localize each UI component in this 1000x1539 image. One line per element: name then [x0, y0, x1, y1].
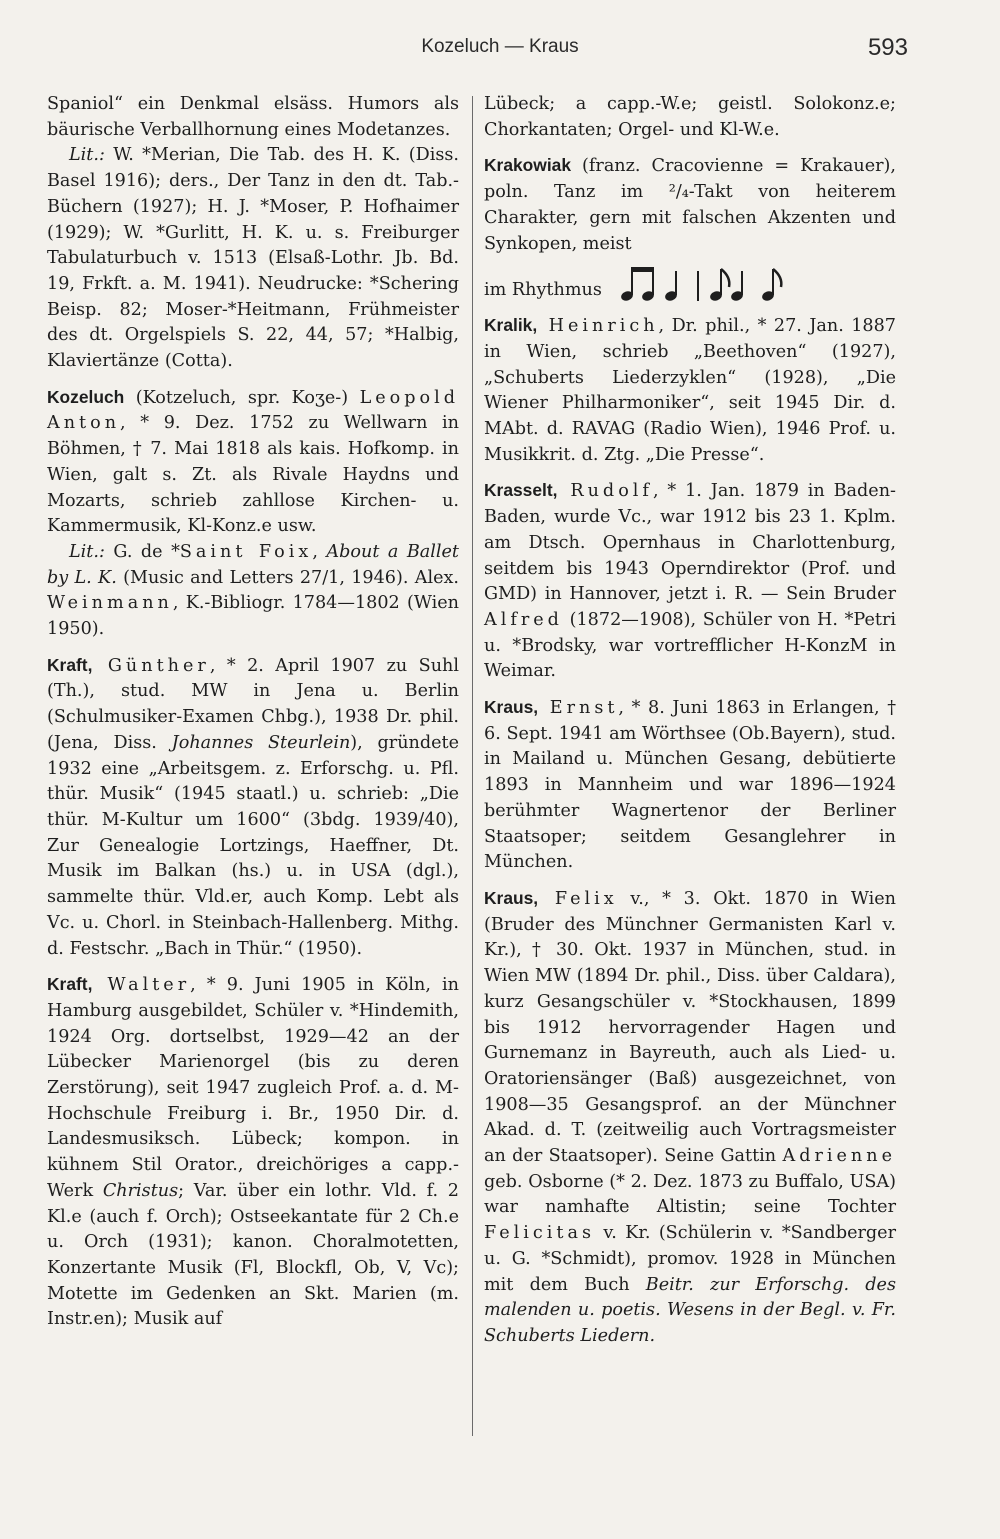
- page-number: 593: [867, 34, 908, 61]
- entry-text: Krasselt, Rudolf, * 1. Jan. 1879 in Baden-Baden, wurde Vc., war 1912 bis 23 1. Kplm. am Dtsch. Opernhaus in Charlottenburg, seitdem bis 1943 Operndirektor (Prof. und GMD) in Hannover, jetzt i. R. — Sein Bruder Alfred (1872—1908), Schüler von H. *Petri u. *Brodsky, war vortrefflicher H-KonzM in Weimar.: [484, 480, 896, 682]
- person-name: Alfred: [484, 609, 563, 630]
- entry-krakowiak: [484, 153, 896, 303]
- person-name: Adrienne: [782, 1146, 896, 1167]
- work-title: Christus: [102, 1180, 179, 1201]
- column-divider: [472, 96, 473, 1436]
- headword: Kralik,: [484, 315, 538, 336]
- entry-continuation-left: [47, 92, 459, 375]
- entry-kozeluch: [47, 385, 459, 643]
- headword: Krasselt,: [484, 480, 558, 501]
- person-name: Felix: [538, 888, 618, 909]
- person-name: Günther: [92, 655, 210, 676]
- right-column: [484, 92, 896, 1360]
- entry-text: Kraft, Walter, * 9. Juni 1905 in Köln, in Hamburg ausgebildet, Schüler v. *Hindemith, 1924 Org. dortselbst, 1929—42 an der Lübecker Marienorgel (bis zu deren Zerstörung), seit 1947 zugleich Prof. a. d. M-Hochschule Freiburg i. Br., 1950 Dir. d. Landesmusiksch. Lübeck; kompon. in kühnem Stil Orator., dreichöriges a capp.-Werk Christus; Var. über ein lothr. Vld. f. 2 Kl.e (auch f. Orch); Ostseekantate für 2 Ch.e u. Orch (1931); kanon. Choralmotetten, Konzertante Musik (Fl, Blockfl, Ob, V, Vc); Motette im Gedenken an Skt. Marien (m. Instr.en); Musik auf: [47, 974, 459, 1330]
- page-header: [0, 34, 1000, 68]
- entry-text: Krakowiak (franz. Cracovienne = Krakauer), poln. Tanz im ²/₄-Takt von heiterem Charakter, gern mit falschen Akzenten und Synkopen, meist: [484, 155, 896, 254]
- entry-continuation-right: [484, 92, 896, 143]
- literature: Lit.: G. de *Saint Foix, About a Ballet by L. K. (Music and Letters 27/1, 1946). Alex. Weinmann, K.-Bibliogr. 1784—1802 (Wien 1950).: [47, 541, 460, 640]
- rhythm-label: im Rhythmus: [484, 279, 602, 300]
- person-name: Leopold Anton: [47, 387, 459, 434]
- headword: Kozeluch: [47, 386, 125, 407]
- headword: Kraft,: [47, 974, 93, 995]
- person-name: Rudolf: [557, 481, 653, 502]
- entry-text: Spaniol“ ein Denkmal elsäss. Humors als bäurische Verballhornung eines Modetanzes.: [47, 94, 459, 140]
- running-head: Kozeluch — Kraus: [421, 36, 579, 57]
- person-name: Ernst: [538, 698, 619, 719]
- person-name: Walter: [92, 975, 191, 996]
- entry-kraft-walter: [47, 972, 459, 1333]
- person-name: Felicitas: [484, 1223, 595, 1244]
- headword: Kraus,: [484, 697, 539, 718]
- entry-text: Kralik, Heinrich, Dr. phil., * 27. Jan. 1887 in Wien, schrieb „Beethoven“ (1927), „Schuberts Liederzyklen“ (1928), „Die Wiener Philharmoniker“, seit 1945 Dir. d. MAbt. d. RAVAG (Radio Wien), 1946 Prof. u. Musikkrit. d. Ztg. „Die Presse“.: [484, 315, 896, 465]
- entry-text: Lübeck; a capp.-W.e; geistl. Solokonz.e; Chorkantaten; Orgel- und Kl-W.e.: [484, 94, 896, 140]
- entry-text: Kraus, Felix v., * 3. Okt. 1870 in Wien (Bruder des Münchner Germanisten Karl v. Kr.), † 30. Okt. 1937 in München, stud. in Wien MW (1894 Dr. phil., Diss. über Caldara), kurz Gesangschüler v. *Stockhausen, 1899 bis 1912 hervorragender Hagen und Gurnemanz in Bayreuth, auch als Lied- u. Oratoriensänger (Baß) ausgezeichnet, von 1908—35 Gesangsprof. an der Münchner Akad. d. T. (zeitweilig auch Vortragsmeister an der Staatsoper). Seine Gattin Adrienne geb. Osborne (* 2. Dez. 1873 zu Buffalo, USA) war namhafte Altistin; seine Tochter Felicitas v. Kr. (Schülerin v. *Sandberger u. G. *Schmidt), promov. 1928 in München mit dem Buch Beitr. zur Erforschg. des malenden u. poetis. Wesens in der Begl. v. Fr. Schuberts Liedern.: [484, 887, 896, 1346]
- headword: Krakowiak: [484, 155, 571, 176]
- entry-kraft-guenther: [47, 653, 459, 962]
- left-column: [47, 92, 459, 1343]
- headword: Kraft,: [47, 654, 93, 675]
- entry-krasselt: [484, 478, 896, 685]
- entry-kraus-ernst: [484, 695, 896, 876]
- entry-text: Kraft, Günther, * 2. April 1907 zu Suhl (Th.), stud. MW in Jena u. Berlin (Schulmusiker-Examen Chbg.), 1938 Dr. phil. (Jena, Diss. Johannes Steurlein), gründete 1932 eine „Arbeitsgem. z. Erforschg. u. Pfl. thür. Musik“ (1945 staatl.) u. schrieb: „Die thür. M-Kultur um 1600“ (3bdg. 1939/40), Zur Genealogie Lortzings, Haeffner, Dt. Musik im Balkan (hs.) u. in USA (dgl.), sammelte thür. Vld.er, auch Komp. Lebt als Vc. u. Chorl. in Steinbach-Hallenberg. Mithg. d. Festschr. „Bach in Thür.“ (1950).: [47, 654, 460, 959]
- headword: Kraus,: [484, 887, 539, 908]
- person-name: Heinrich: [537, 316, 659, 337]
- work-title: Beitr. zur Erforschg. des malenden u. poetis. Wesens in der Begl. v. Fr. Schuberts Liedern.: [484, 1274, 896, 1346]
- entry-kraus-felix: [484, 886, 896, 1350]
- literature: Lit.: W. *Merian, Die Tab. des H. K. (Diss. Basel 1916); ders., Der Tanz in den dt. Tab.-Büchern (1927); H. J. *Moser, P. Hofhaimer (1929); W. *Gurlitt, H. K. u. s. Freiburger Tabulaturbuch v. 1513 (Elsaß-Lothr. Jb. Bd. 19, Frkft. a. M. 1941). Neudrucke: *Schering Beisp. 82; Moser-*Heitmann, Frühmeister des dt. Orgelspiels S. 22, 44, 57; *Halbig, Klaviertänze (Cotta).: [47, 145, 459, 372]
- work-title: About a Ballet by L. K.: [47, 541, 460, 588]
- entry-kralik: [484, 313, 896, 468]
- entry-text: Kozeluch (Kotzeluch, spr. Koʒe-) Leopold Anton, * 9. Dez. 1752 zu Wellwarn in Böhmen, † 7. Mai 1818 als kais. Hofkomp. in Wien, galt s. Zt. als Rivale Haydns und Mozarts, schrieb zahllose Kirchen- u. Kammermusik, Kl-Konz.e usw.: [47, 386, 459, 537]
- entry-text: Kraus, Ernst, * 8. Juni 1863 in Erlangen, † 6. Sept. 1941 am Wörthsee (Ob.Bayern), stud. in Mailand u. München Gesang, debütierte 1893 in Mannheim und war 1896—1924 berühmter Wagnertenor der Berliner Staatsoper; seitdem Gesanglehrer in München.: [484, 697, 896, 873]
- rhythm-notation-icon: [618, 263, 808, 303]
- rhythm-example: [484, 263, 896, 303]
- work-title: Johannes Steurlein: [171, 732, 351, 753]
